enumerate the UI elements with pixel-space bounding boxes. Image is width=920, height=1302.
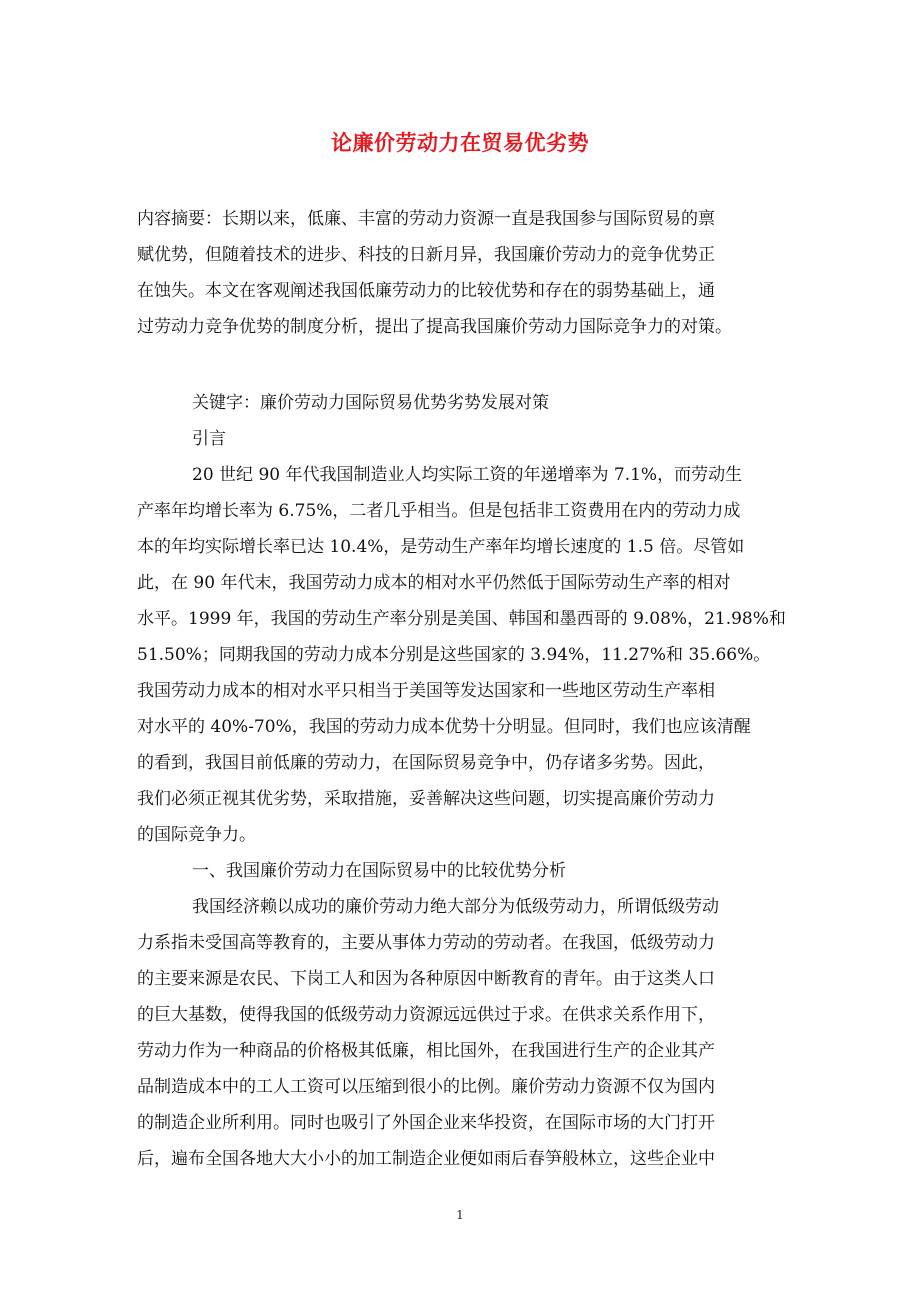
page-number: 1 [456, 1208, 464, 1222]
abstract-line: 过劳动力竞争优势的制度分析，提出了提高我国廉价劳动力国际竞争力的对策。 [137, 317, 732, 337]
body-line: 后，遍布全国各地大大小小的加工制造企业便如雨后春笋般林立，这些企业中 [137, 1149, 715, 1169]
body-line: 的巨大基数，使得我国的低级劳动力资源远远供过于求。在供求关系作用下， [137, 1005, 715, 1025]
document-title: 论廉价劳动力在贸易优劣势 [331, 130, 589, 155]
abstract-line: 赋优势，但随着技术的进步、科技的日新月异，我国廉价劳动力的竞争优势正 [137, 245, 715, 265]
body-line: 我国劳动力成本的相对水平只相当于美国等发达国家和一些地区劳动生产率相 [137, 681, 715, 701]
section-heading: 一、我国廉价劳动力在国际贸易中的比较优势分析 [192, 861, 566, 881]
body-line: 的国际竞争力。 [137, 825, 256, 845]
body-line: 的看到，我国目前低廉的劳动力，在国际贸易竞争中，仍存诸多劣势。因此， [137, 753, 715, 773]
body-line: 产率年均增长率为 6.75%，二者几乎相当。但是包括非工资费用在内的劳动力成 [137, 501, 741, 521]
body-line: 20 世纪 90 年代我国制造业人均实际工资的年递增率为 7.1%，而劳动生 [192, 465, 743, 485]
body-line: 我国经济赖以成功的廉价劳动力绝大部分为低级劳动力，所谓低级劳动 [192, 897, 719, 917]
section-heading: 引言 [192, 429, 226, 449]
body-line: 品制造成本中的工人工资可以压缩到很小的比例。廉价劳动力资源不仅为国内 [137, 1077, 715, 1097]
body-line: 的制造企业所利用。同时也吸引了外国企业来华投资，在国际市场的大门打开 [137, 1113, 715, 1133]
abstract-line: 内容摘要：长期以来，低廉、丰富的劳动力资源一直是我国参与国际贸易的禀 [137, 209, 715, 229]
body-line: 水平。1999 年，我国的劳动生产率分别是美国、韩国和墨西哥的 9.08%，21.98%和 [137, 609, 786, 629]
abstract-line: 在蚀失。本文在客观阐述我国低廉劳动力的比较优势和存在的弱势基础上，通 [137, 281, 715, 301]
body-line: 本的年均实际增长率已达 10.4%，是劳动生产率年均增长速度的 1.5 倍。尽管如 [137, 537, 745, 557]
body-line: 51.50%；同期我国的劳动力成本分别是这些国家的 3.94%，11.27%和 35.66%。 [137, 645, 771, 665]
body-line: 我们必须正视其优劣势，采取措施，妥善解决这些问题，切实提高廉价劳动力 [137, 789, 715, 809]
keywords-line: 关键字：廉价劳动力国际贸易优势劣势发展对策 [192, 393, 549, 413]
body-line: 对水平的 40%-70%，我国的劳动力成本优势十分明显。但同时，我们也应该清醒 [137, 717, 751, 737]
body-line: 此，在 90 年代末，我国劳动力成本的相对水平仍然低于国际劳动生产率的相对 [137, 573, 731, 593]
body-line: 劳动力作为一种商品的价格极其低廉，相比国外，在我国进行生产的企业其产 [137, 1041, 715, 1061]
body-line: 的主要来源是农民、下岗工人和因为各种原因中断教育的青年。由于这类人口 [137, 969, 715, 989]
body-line: 力系指未受国高等教育的，主要从事体力劳动的劳动者。在我国，低级劳动力 [137, 933, 715, 953]
